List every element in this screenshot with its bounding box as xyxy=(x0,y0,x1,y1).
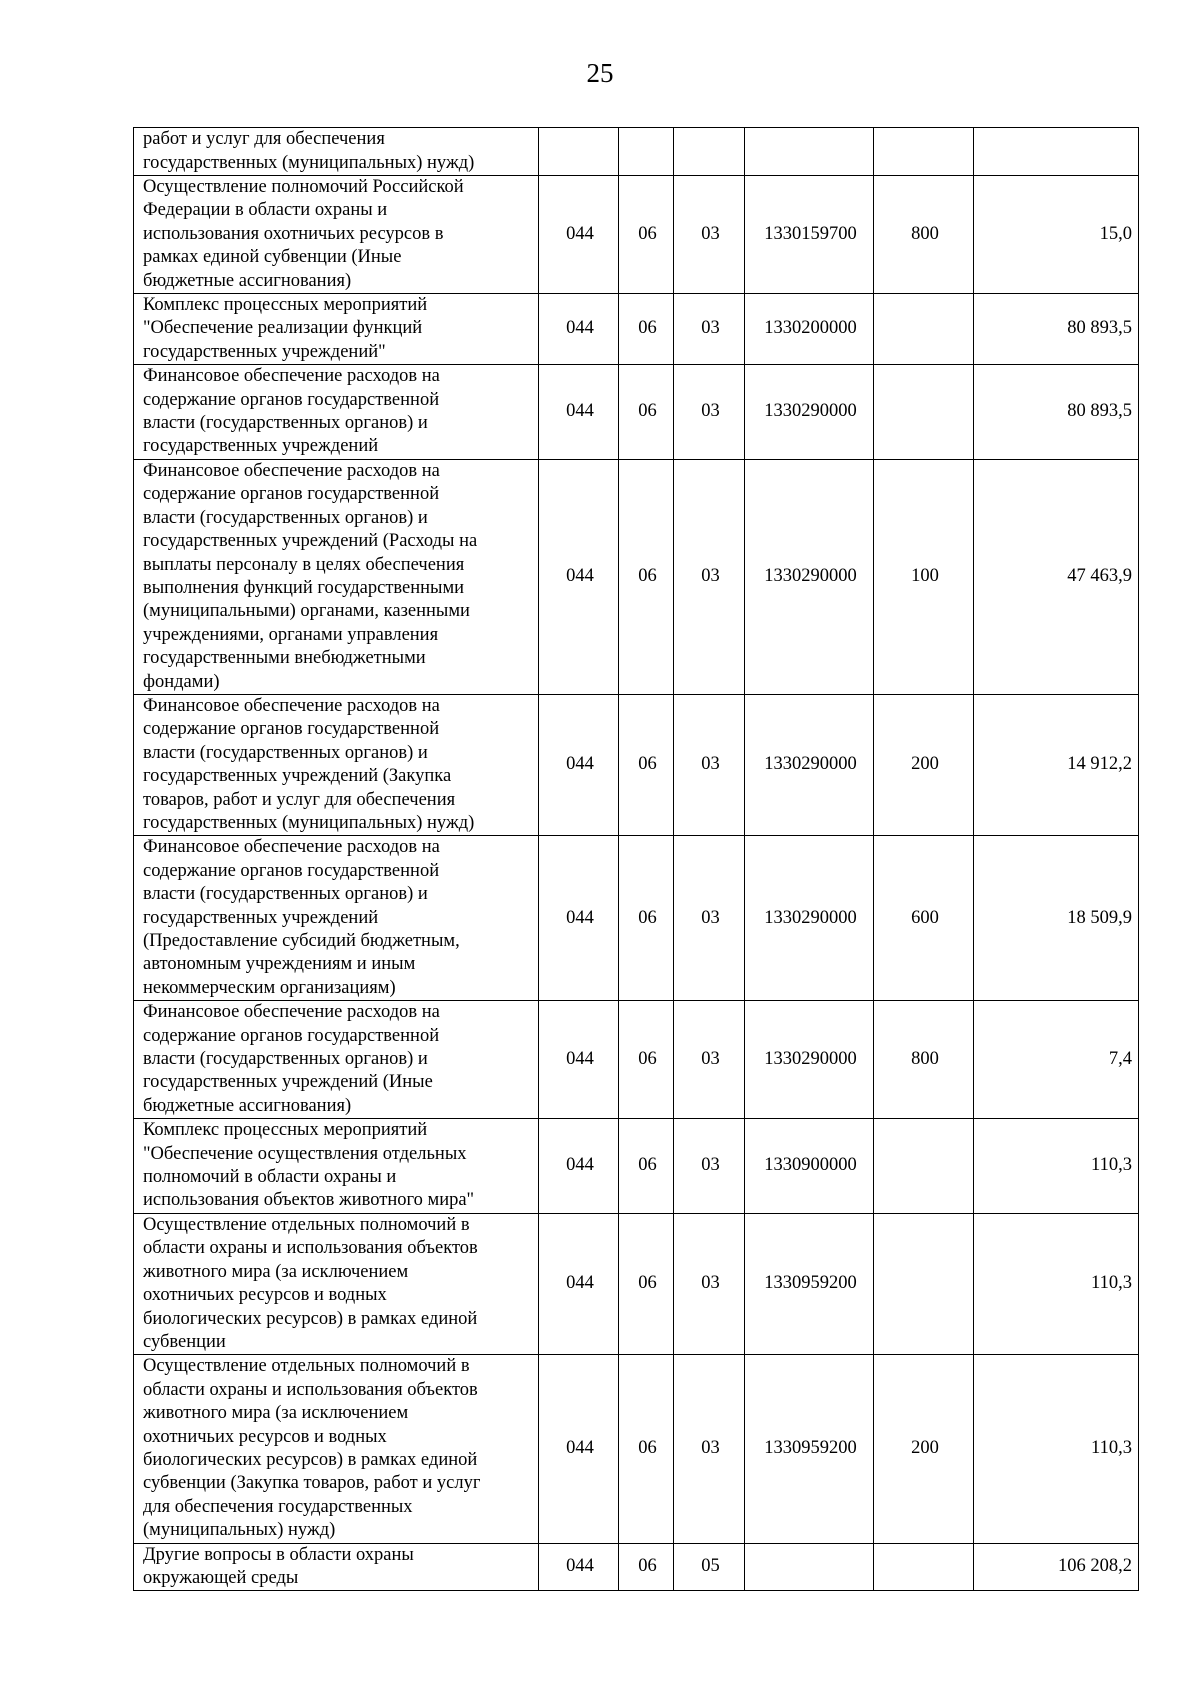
subsection-code-cell: 05 xyxy=(674,1543,745,1591)
target-article-cell: 1330959200 xyxy=(745,1355,874,1543)
amount-cell: 110,3 xyxy=(974,1213,1139,1354)
amount-cell: 14 912,2 xyxy=(974,694,1139,835)
table-row xyxy=(134,128,1139,176)
amount-cell: 80 893,5 xyxy=(974,365,1139,460)
amount-cell: 15,0 xyxy=(974,176,1139,294)
subsection-code-cell: 03 xyxy=(674,294,745,365)
row-name-cell: Финансовое обеспечение расходов на содержание органов государственной власти (государственных органов) и государственных учреждений (Расходы на выплаты персоналу в целях обеспечения выполнения функций государственными (муниципальными) органами, казенными учреждениями, органами управления государственными внебюджетными фондами) xyxy=(134,459,539,694)
grbs-code-cell: 044 xyxy=(539,694,619,835)
expense-type-cell: 200 xyxy=(874,1355,974,1543)
subsection-code-cell xyxy=(674,128,745,176)
table-row xyxy=(134,694,1139,835)
section-code-cell: 06 xyxy=(619,176,674,294)
subsection-code-cell: 03 xyxy=(674,836,745,1001)
expense-type-cell: 600 xyxy=(874,836,974,1001)
expense-type-cell xyxy=(874,365,974,460)
expense-type-cell xyxy=(874,294,974,365)
grbs-code-cell: 044 xyxy=(539,1543,619,1591)
target-article-cell: 1330290000 xyxy=(745,836,874,1001)
budget-table xyxy=(133,127,1139,1591)
grbs-code-cell: 044 xyxy=(539,1001,619,1119)
row-name-cell: Другие вопросы в области охраны окружающей среды xyxy=(134,1543,539,1591)
expense-type-cell xyxy=(874,1119,974,1214)
table-row xyxy=(134,1543,1139,1591)
table-row xyxy=(134,176,1139,294)
amount-cell: 106 208,2 xyxy=(974,1543,1139,1591)
expense-type-cell: 100 xyxy=(874,459,974,694)
target-article-cell: 1330159700 xyxy=(745,176,874,294)
amount-cell: 47 463,9 xyxy=(974,459,1139,694)
amount-cell: 18 509,9 xyxy=(974,836,1139,1001)
amount-cell: 110,3 xyxy=(974,1119,1139,1214)
row-name-cell: Комплекс процессных мероприятий "Обеспечение осуществления отдельных полномочий в области охраны и использования объектов животного мира" xyxy=(134,1119,539,1214)
target-article-cell xyxy=(745,128,874,176)
page-number: 25 xyxy=(586,58,614,88)
subsection-code-cell: 03 xyxy=(674,1001,745,1119)
expense-type-cell xyxy=(874,1213,974,1354)
table-row xyxy=(134,1119,1139,1214)
subsection-code-cell: 03 xyxy=(674,176,745,294)
table-row xyxy=(134,365,1139,460)
grbs-code-cell: 044 xyxy=(539,1119,619,1214)
expense-type-cell: 800 xyxy=(874,1001,974,1119)
section-code-cell xyxy=(619,128,674,176)
section-code-cell: 06 xyxy=(619,365,674,460)
section-code-cell: 06 xyxy=(619,1119,674,1214)
section-code-cell: 06 xyxy=(619,1213,674,1354)
table-row xyxy=(134,1213,1139,1354)
amount-cell: 7,4 xyxy=(974,1001,1139,1119)
target-article-cell: 1330900000 xyxy=(745,1119,874,1214)
target-article-cell xyxy=(745,1543,874,1591)
target-article-cell: 1330290000 xyxy=(745,459,874,694)
subsection-code-cell: 03 xyxy=(674,459,745,694)
target-article-cell: 1330290000 xyxy=(745,1001,874,1119)
target-article-cell: 1330959200 xyxy=(745,1213,874,1354)
subsection-code-cell: 03 xyxy=(674,694,745,835)
subsection-code-cell: 03 xyxy=(674,1355,745,1543)
section-code-cell: 06 xyxy=(619,1543,674,1591)
expense-type-cell: 200 xyxy=(874,694,974,835)
table-row xyxy=(134,294,1139,365)
section-code-cell: 06 xyxy=(619,1355,674,1543)
expense-type-cell: 800 xyxy=(874,176,974,294)
amount-cell: 80 893,5 xyxy=(974,294,1139,365)
table-body xyxy=(134,128,1139,1591)
row-name-cell: работ и услуг для обеспечения государственных (муниципальных) нужд) xyxy=(134,128,539,176)
row-name-cell: Финансовое обеспечение расходов на содержание органов государственной власти (государственных органов) и государственных учреждений xyxy=(134,365,539,460)
grbs-code-cell: 044 xyxy=(539,1213,619,1354)
grbs-code-cell: 044 xyxy=(539,176,619,294)
grbs-code-cell xyxy=(539,128,619,176)
grbs-code-cell: 044 xyxy=(539,459,619,694)
subsection-code-cell: 03 xyxy=(674,1119,745,1214)
row-name-cell: Финансовое обеспечение расходов на содержание органов государственной власти (государственных органов) и государственных учреждений (Предоставление субсидий бюджетным, автономным учреждениям и иным некоммерческим организациям) xyxy=(134,836,539,1001)
amount-cell: 110,3 xyxy=(974,1355,1139,1543)
expense-type-cell xyxy=(874,128,974,176)
section-code-cell: 06 xyxy=(619,459,674,694)
section-code-cell: 06 xyxy=(619,836,674,1001)
row-name-cell: Осуществление отдельных полномочий в области охраны и использования объектов животного мира (за исключением охотничьих ресурсов и водных биологических ресурсов) в рамках единой субвенции (Закупка товаров, работ и услуг для обеспечения государственных (муниципальных) нужд) xyxy=(134,1355,539,1543)
subsection-code-cell: 03 xyxy=(674,365,745,460)
amount-cell xyxy=(974,128,1139,176)
grbs-code-cell: 044 xyxy=(539,1355,619,1543)
target-article-cell: 1330290000 xyxy=(745,365,874,460)
grbs-code-cell: 044 xyxy=(539,836,619,1001)
target-article-cell: 1330200000 xyxy=(745,294,874,365)
grbs-code-cell: 044 xyxy=(539,294,619,365)
target-article-cell: 1330290000 xyxy=(745,694,874,835)
grbs-code-cell: 044 xyxy=(539,365,619,460)
table-row xyxy=(134,1001,1139,1119)
table-row xyxy=(134,836,1139,1001)
table-row xyxy=(134,459,1139,694)
section-code-cell: 06 xyxy=(619,694,674,835)
section-code-cell: 06 xyxy=(619,1001,674,1119)
section-code-cell: 06 xyxy=(619,294,674,365)
expense-type-cell xyxy=(874,1543,974,1591)
row-name-cell: Комплекс процессных мероприятий "Обеспечение реализации функций государственных учреждений" xyxy=(134,294,539,365)
row-name-cell: Финансовое обеспечение расходов на содержание органов государственной власти (государственных органов) и государственных учреждений (Иные бюджетные ассигнования) xyxy=(134,1001,539,1119)
row-name-cell: Финансовое обеспечение расходов на содержание органов государственной власти (государственных органов) и государственных учреждений (Закупка товаров, работ и услуг для обеспечения государственных (муниципальных) нужд) xyxy=(134,694,539,835)
row-name-cell: Осуществление отдельных полномочий в области охраны и использования объектов животного мира (за исключением охотничьих ресурсов и водных биологических ресурсов) в рамках единой субвенции xyxy=(134,1213,539,1354)
row-name-cell: Осуществление полномочий Российской Федерации в области охраны и использования охотничьих ресурсов в рамках единой субвенции (Иные бюджетные ассигнования) xyxy=(134,176,539,294)
table-row xyxy=(134,1355,1139,1543)
subsection-code-cell: 03 xyxy=(674,1213,745,1354)
